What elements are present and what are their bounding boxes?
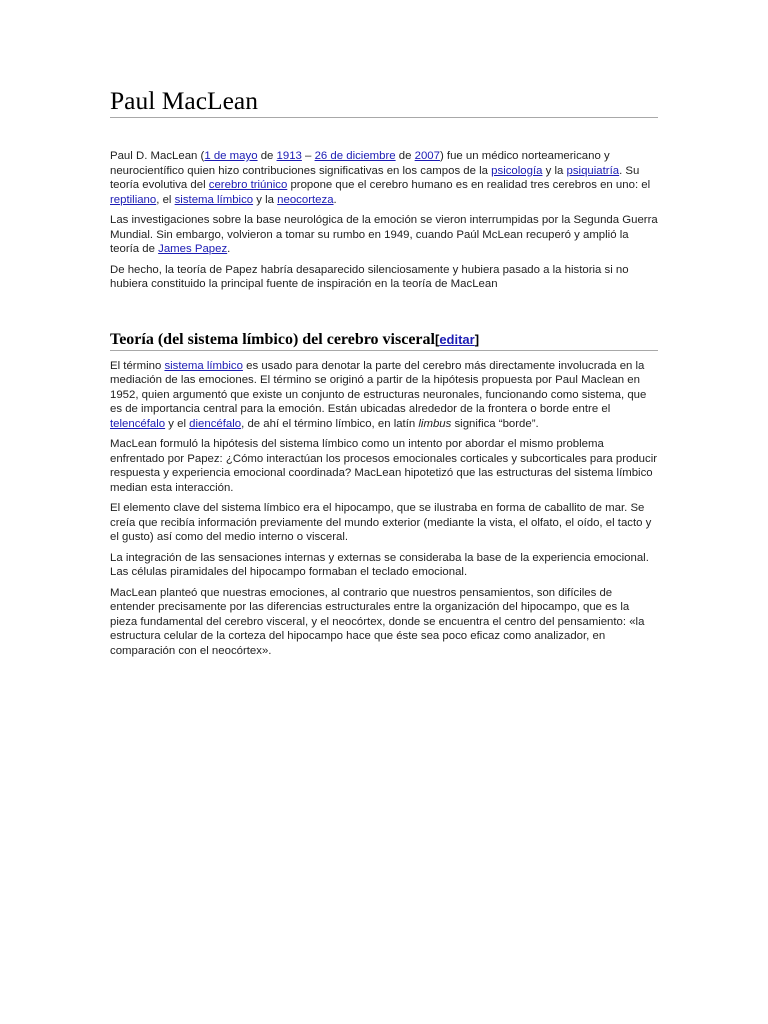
italic-limbus: limbus: [418, 417, 452, 430]
link-reptiliano[interactable]: reptiliano: [110, 193, 157, 206]
page-title: Paul MacLean: [110, 86, 658, 118]
link-sistema-limbico-2[interactable]: sistema límbico: [164, 359, 243, 372]
section-paragraph-3: El elemento clave del sistema límbico era el hipocampo, que se ilustraba en forma de caballito de mar. Se creía que recibía información previamente del mundo exterior (mediante la vista, el olfato, el oído, el tacto y el gusto) así como del medio interno o visceral.: [110, 502, 652, 543]
section-heading-text: Teoría (del sistema límbico) del cerebro visceral: [110, 330, 435, 348]
intro-paragraph-1: Paul D. MacLean (1 de mayo de 1913 – 26 de diciembre de 2007) fue un médico norteamericano y neurocientífico quien hizo contribuciones significativas en los campos de la psicología y la psiquiatría. Su teoría evolutiva del cerebro triúnico propone que el cerebro humano es en realidad tres cerebros en uno: el reptiliano, el sistema límbico y la neocorteza.: [110, 150, 651, 206]
link-death-year[interactable]: 2007: [414, 150, 440, 162]
section-heading: [110, 330, 658, 351]
section-paragraph-2: MacLean formuló la hipótesis del sistema límbico como un intento por abordar el mismo problema enfrentado por Papez: ¿Cómo interactúan los procesos emocionales corticales y subcorticales para producir respuesta y experiencia emocional coordinada? MacLean hipotetizó que las estructuras del sistema límbico median esta interacción.: [110, 438, 658, 494]
link-birth-year[interactable]: 1913: [276, 150, 302, 162]
link-death-date[interactable]: 26 de diciembre: [314, 150, 396, 162]
intro-paragraph-3: De hecho, la teoría de Papez habría desaparecido silenciosamente y hubiera pasado a la historia si no hubiera constituido la principal fuente de inspiración en la teoría de MacLean: [110, 263, 629, 290]
link-telencefalo[interactable]: telencéfalo: [110, 417, 166, 430]
link-cerebro-triunico[interactable]: cerebro triúnico: [208, 179, 288, 191]
article: [110, 86, 658, 664]
section-paragraph-1: El término sistema límbico es usado para denotar la parte del cerebro más directamente involucrada en la mediación de las emociones. El término se originó a partir de la hipótesis propuesta por Paul Maclean en 1952, quien argumentó que existe un conjunto de estructuras neuronales, funcionando como sistema, que es de importancia central para la emoción. Están ubicadas alrededor de la frontera o borde entre el telencéfalo y el diencéfalo, de ahí el término límbico, en latín limbus significa “borde”.: [110, 359, 647, 430]
intro-paragraph-2: Las investigaciones sobre la base neurológica de la emoción se vieron interrumpidas por la Segunda Guerra Mundial. Sin embargo, volvieron a tomar su rumbo en 1949, cuando Paúl McLean recuperó y amplió la teoría de James Papez.: [110, 214, 658, 255]
edit-section: [editar]: [434, 331, 480, 347]
link-diencefalo[interactable]: diencéfalo: [189, 417, 242, 430]
link-psicologia[interactable]: psicología: [491, 164, 543, 177]
link-neocorteza[interactable]: neocorteza: [277, 193, 334, 206]
link-sistema-limbico[interactable]: sistema límbico: [174, 193, 254, 206]
link-birth-date[interactable]: 1 de mayo: [204, 150, 258, 162]
link-james-papez[interactable]: James Papez: [158, 243, 228, 255]
edit-section-link[interactable]: editar: [439, 331, 475, 347]
link-psiquiatria[interactable]: psiquiatría: [566, 164, 620, 177]
section-paragraph-5: MacLean planteó que nuestras emociones, al contrario que nuestros pensamientos, son difíciles de entender precisamente por las diferencias estructurales entre la organización del hipocampo, que es la pieza fundamental del cerebro visceral, y el neocórtex, donde se encuentra el centro del pensamiento: «la estructura celular de la corteza del hipocampo hace que éste sea poco eficaz como analizador, en comparación con el neocórtex».: [110, 586, 645, 657]
section-paragraph-4: La integración de las sensaciones internas y externas se consideraba la base de la experiencia emocional. Las células piramidales del hipocampo formaban el teclado emocional.: [110, 551, 649, 578]
